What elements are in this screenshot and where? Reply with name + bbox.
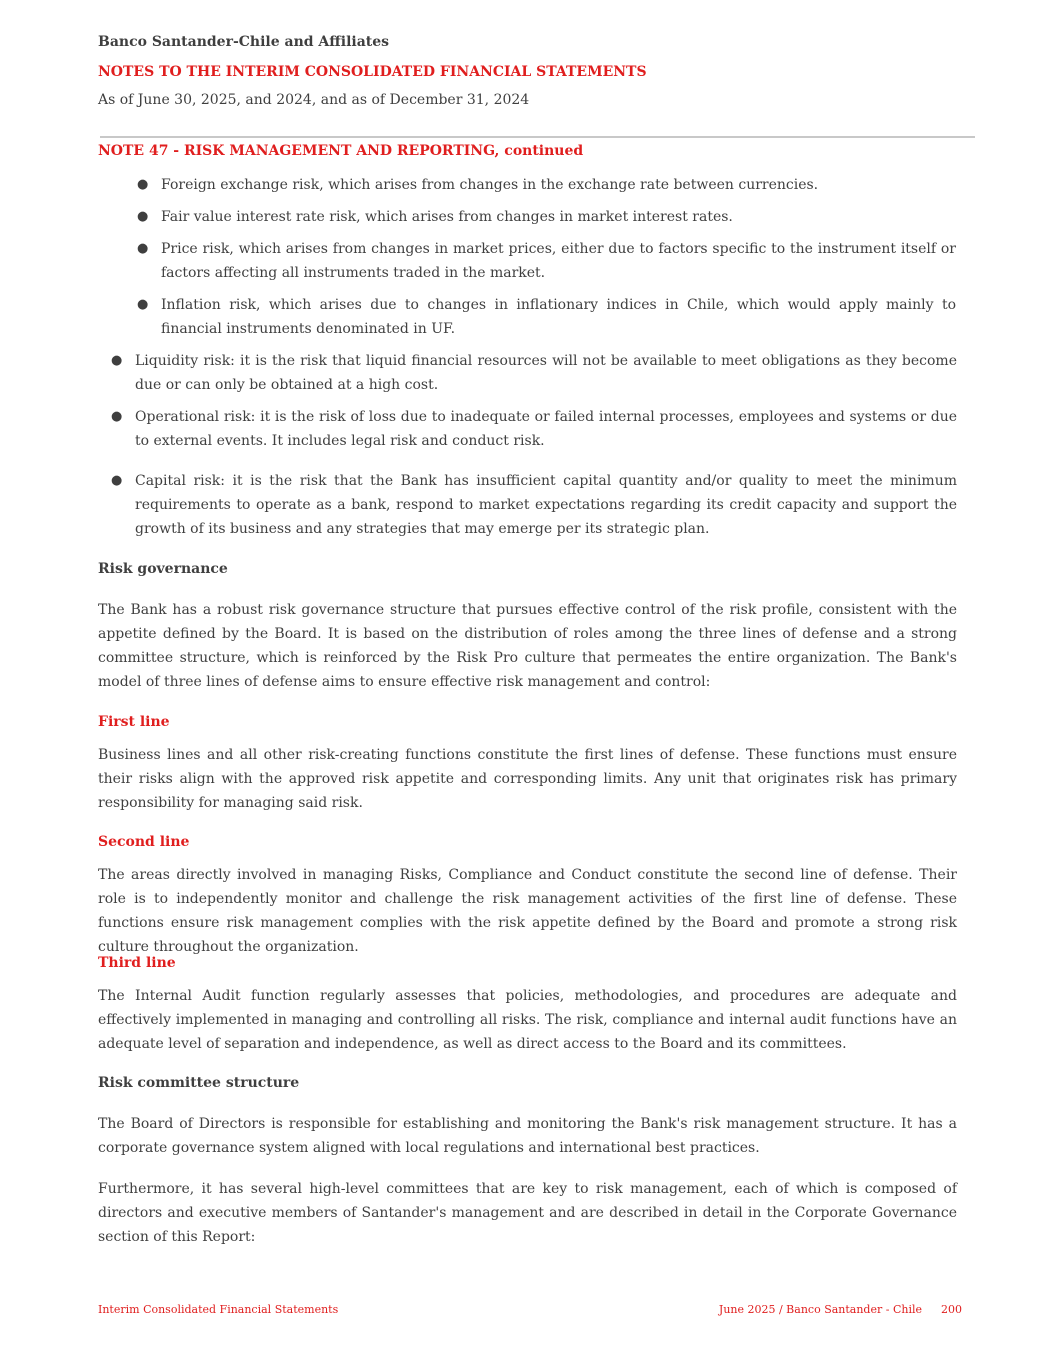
list-item: Price risk, which arises from changes in market prices, either due to factors specific to the instrument itself or factors affecting all instruments traded in the market. bbox=[161, 241, 956, 281]
second-line-heading: Second line bbox=[98, 834, 190, 850]
header-divider bbox=[100, 136, 975, 138]
second-line-text: The areas directly involved in managing Risks, Compliance and Conduct constitute the second line of defense. Their role is to independently monitor and challenge the risk management activities of the first line of defense. These functions ensure risk management complies with the risk appetite defined by the Board and promote a strong risk culture throughout the organization. bbox=[98, 867, 957, 955]
bullet-icon: ● bbox=[137, 177, 149, 192]
governance-intro: The Bank has a robust risk governance structure that pursues effective control of the risk profile, consistent with the appetite defined by the Board. It is based on the distribution of roles among the three lines of defense and a strong committee structure, which is reinforced by the Risk Pro culture that permeates the entire organization. The Bank's model of three lines of defense aims to ensure effective risk management and control: bbox=[98, 602, 957, 690]
bullet-icon: ● bbox=[111, 473, 123, 488]
note-title: NOTE 47 - RISK MANAGEMENT AND REPORTING, continued bbox=[98, 143, 584, 159]
bullet-icon: ● bbox=[137, 241, 149, 256]
section-heading: Risk governance bbox=[98, 561, 228, 577]
section-heading: Risk committee structure bbox=[98, 1075, 300, 1091]
report-period: As of June 30, 2025, and 2024, and as of December 31, 2024 bbox=[98, 92, 530, 108]
committee-text-1: The Board of Directors is responsible for establishing and monitoring the Bank's risk management structure. It has a corporate governance system aligned with local regulations and international best practices. bbox=[98, 1116, 957, 1156]
list-item: Liquidity risk: it is the risk that liquid financial resources will not be available to meet obligations as they become due or can only be obtained at a high cost. bbox=[135, 353, 957, 393]
first-line-heading: First line bbox=[98, 714, 170, 730]
bullet-icon: ● bbox=[111, 353, 123, 368]
first-line-text: Business lines and all other risk-creating functions constitute the first lines of defense. These functions must ensure their risks align with the approved risk appetite and corresponding limits. Any unit that originates risk has primary responsibility for managing said risk. bbox=[98, 747, 957, 811]
committee-text-2: Furthermore, it has several high-level committees that are key to risk management, each of which is composed of directors and executive members of Santander's management and are described in detail in the Corporate Governance section of this Report: bbox=[98, 1181, 957, 1245]
list-item: Fair value interest rate risk, which arises from changes in market interest rates. bbox=[161, 209, 733, 225]
footer-left: Interim Consolidated Financial Statements bbox=[98, 1303, 339, 1316]
list-item: Capital risk: it is the risk that the Bank has insufficient capital quantity and/or quality to meet the minimum requirements to operate as a bank, respond to market expectations regarding its credit capacity and support the growth of its business and any strategies that may emerge per its strategic plan. bbox=[135, 473, 957, 537]
bullet-icon: ● bbox=[137, 209, 149, 224]
page-number: 200 bbox=[941, 1303, 962, 1316]
company-name: Banco Santander-Chile and Affiliates bbox=[98, 34, 390, 50]
bullet-icon: ● bbox=[137, 297, 149, 312]
list-item: Operational risk: it is the risk of loss due to inadequate or failed internal processes, employees and systems or due to external events. It includes legal risk and conduct risk. bbox=[135, 409, 957, 449]
footer-right: June 2025 / Banco Santander - Chile bbox=[718, 1303, 922, 1316]
bullet-icon: ● bbox=[111, 409, 123, 424]
statement-title: NOTES TO THE INTERIM CONSOLIDATED FINANCIAL STATEMENTS bbox=[98, 64, 647, 80]
third-line-text: The Internal Audit function regularly assesses that policies, methodologies, and procedures are adequate and effectively implemented in managing and controlling all risks. The risk, compliance and internal audit functions have an adequate level of separation and independence, as well as direct access to the Board and its committees. bbox=[98, 988, 957, 1052]
third-line-heading: Third line bbox=[98, 955, 176, 971]
list-item: Foreign exchange risk, which arises from changes in the exchange rate between currencies. bbox=[161, 177, 819, 193]
list-item: Inflation risk, which arises due to changes in inflationary indices in Chile, which would apply mainly to financial instruments denominated in UF. bbox=[161, 297, 956, 337]
